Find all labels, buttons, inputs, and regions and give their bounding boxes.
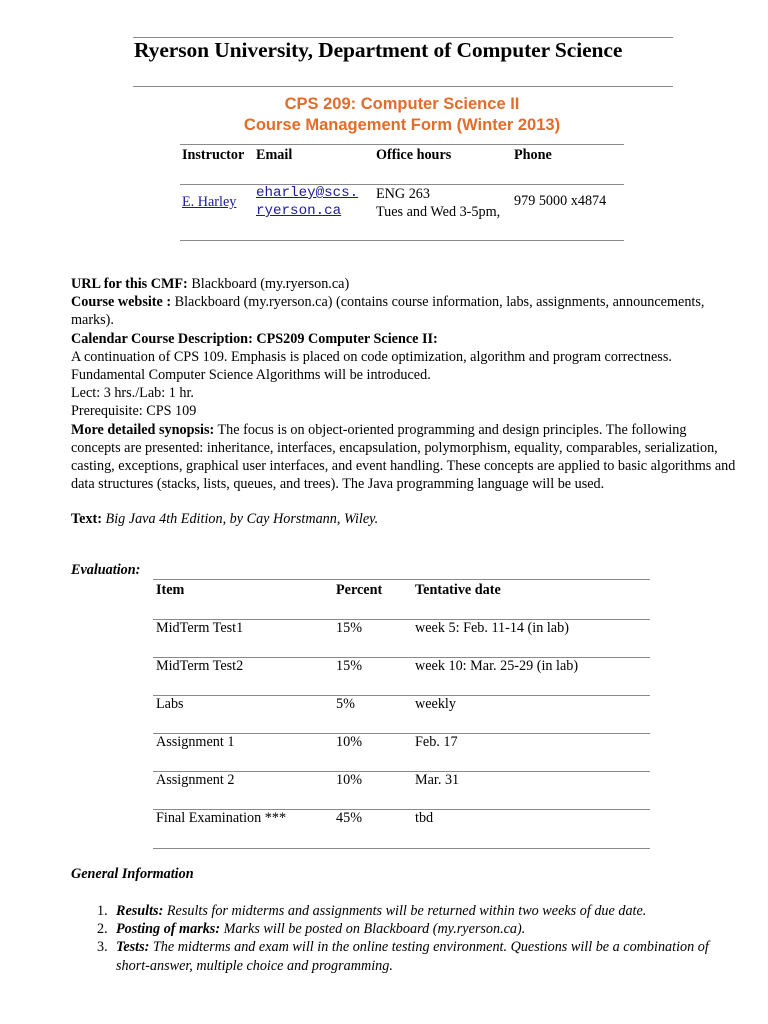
eval-row-4-item: Assignment 1 [156, 734, 235, 750]
eval-row-2-date: week 10: Mar. 25-29 (in lab) [415, 658, 579, 674]
list-number: 2. [97, 921, 108, 938]
cmf-url-line [71, 275, 736, 293]
contact-header-phone: Phone [514, 147, 552, 163]
cmf-url-value: Blackboard (my.ryerson.ca) [187, 276, 350, 292]
office-location: ENG 263 [376, 186, 430, 202]
textbook-value: Big Java 4th Edition, by Cay Horstmann, Wiley. [102, 511, 379, 528]
contact-table-bottom-rule [180, 240, 624, 241]
prerequisite: Prerequisite: CPS 109 [71, 403, 197, 420]
results-text: Results for midterms and assignments will be returned within two weeks of due date. [163, 903, 647, 919]
eval-rule-bottom [153, 848, 650, 849]
eval-row-4-date: Feb. 17 [415, 734, 458, 750]
posting-text: Marks will be posted on Blackboard (my.ryerson.ca). [220, 921, 526, 938]
eval-row-1-date: week 5: Feb. 11-14 (in lab) [415, 620, 569, 636]
posting-label: Posting of marks: [116, 921, 221, 938]
eval-rule-top [153, 579, 650, 580]
list-number: 3. [97, 939, 108, 956]
tests-text: The midterms and exam will in the online testing environment. Questions will be a combination of short-answer, multiple choice and programming. [116, 939, 709, 974]
eval-rule-row-2 [153, 695, 650, 696]
course-website-label: Course website : [71, 294, 172, 311]
cmf-url-label: URL for this CMF: [71, 276, 188, 292]
evaluation-label: Evaluation: [71, 562, 141, 578]
contact-header-office-hours: Office hours [376, 147, 452, 163]
email-line-2[interactable]: ryerson.ca [256, 203, 342, 219]
tests-label: Tests: [116, 939, 150, 956]
course-website-value: Blackboard (my.ryerson.ca) (contains course information, labs, assignments, announcements, marks). [71, 294, 705, 329]
results-label: Results: [116, 903, 164, 919]
eval-row-1-percent: 15% [336, 620, 363, 636]
course-info [71, 275, 736, 529]
textbook-label: Text: [71, 511, 102, 528]
eval-row-6-date: tbd [415, 810, 434, 826]
general-info-item-tests [71, 938, 741, 974]
synopsis-paragraph [71, 421, 736, 494]
eval-header-percent: Percent [336, 582, 383, 598]
synopsis-text: The focus is on object-oriented programming and design principles. The following concepts are presented: inheritance, interfaces, encapsulation, polymorphism, equality, comparables, serialization, casting, exceptions, graphical user interfaces, and event handling. These concepts are applied to basic algorithms and data structures (stacks, lists, queues, and trees). The Java programming language will be used. [71, 421, 736, 493]
eval-row-3-date: weekly [415, 696, 456, 712]
course-title-line2: Course Management Form (Winter 2013) [243, 116, 561, 134]
synopsis-label: More detailed synopsis: [71, 421, 215, 438]
eval-row-5-date: Mar. 31 [415, 772, 460, 788]
eval-row-1-item: MidTerm Test1 [156, 620, 244, 636]
contact-header-instructor: Instructor [182, 147, 245, 163]
textbook-line [71, 510, 736, 528]
eval-row-5-percent: 10% [336, 772, 363, 788]
eval-row-2-percent: 15% [336, 658, 363, 674]
eval-row-3-percent: 5% [336, 696, 355, 712]
office-hours-cell [376, 185, 500, 221]
eval-header-date: Tentative date [415, 582, 501, 598]
general-info-item-posting [71, 920, 741, 938]
calendar-description-text: A continuation of CPS 109. Emphasis is placed on code optimization, algorithm and program correctness. Fundamental Computer Science Algorithms will be introduced. [71, 348, 672, 384]
general-info-item-results [71, 902, 741, 920]
university-title: Ryerson University, Department of Computer Science [134, 38, 623, 62]
calendar-description-heading: Calendar Course Description: CPS209 Computer Science II: [71, 330, 438, 347]
phone-cell: 979 5000 x4874 [514, 193, 607, 209]
eval-row-4-percent: 10% [336, 734, 363, 750]
eval-row-5-item: Assignment 2 [156, 772, 235, 788]
eval-row-6-item: Final Examination *** [156, 810, 287, 826]
contact-table-top-rule [180, 144, 624, 145]
instructor-link[interactable]: E. Harley [182, 194, 237, 210]
eval-header-item: Item [156, 582, 185, 598]
eval-row-2-item: MidTerm Test2 [156, 658, 244, 674]
contact-header-email: Email [256, 147, 293, 163]
course-title-line1: CPS 209: Computer Science II [284, 95, 520, 113]
eval-row-6-percent: 45% [336, 810, 363, 826]
email-line-1[interactable]: eharley@scs. [256, 185, 359, 201]
course-website-line [71, 293, 736, 329]
general-info-heading: General Information [71, 866, 194, 882]
office-times: Tues and Wed 3-5pm, [376, 204, 501, 220]
lecture-hours: Lect: 3 hrs./Lab: 1 hr. [71, 385, 194, 402]
title-rule [133, 86, 673, 87]
instructor-email-link[interactable] [256, 184, 358, 220]
list-number: 1. [97, 903, 108, 919]
general-info-list [71, 902, 741, 975]
eval-row-3-item: Labs [156, 696, 184, 712]
